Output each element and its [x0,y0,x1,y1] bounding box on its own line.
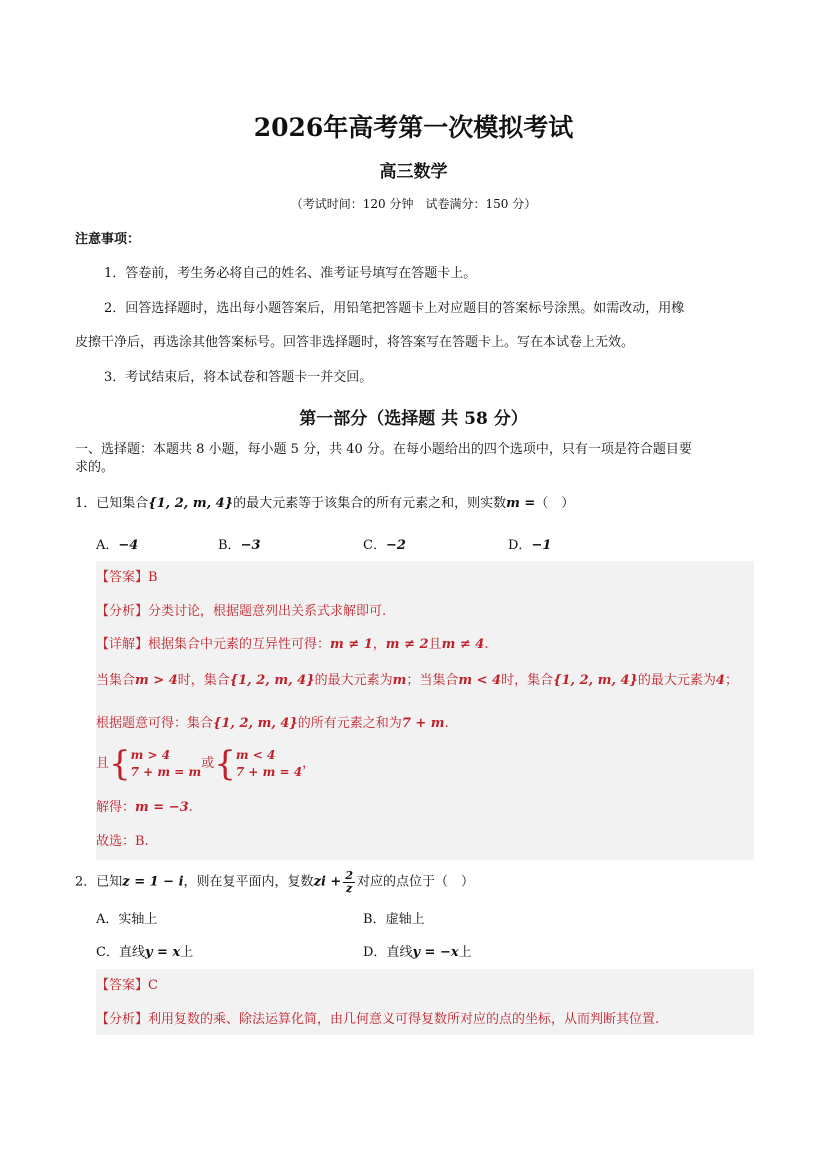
q1-choose-line: 故选：B. [96,834,149,849]
q1-set: {1, 2, m, 4} [148,496,234,511]
exam-time-info: （考试时间：120 分钟 试卷满分：150 分） [290,197,537,211]
q2-option-b[interactable]: B．虚轴上 [363,912,425,927]
q1-option-b[interactable]: B．−3 [218,538,261,553]
q1-middle: 的最大元素等于该集合的所有元素之和，则实数 [233,496,507,511]
q1-var: m = [506,496,536,511]
question-1-stem [75,495,574,513]
section-intro-line2: 求的。 [75,460,115,475]
q1-answer-line: 【答案】B [96,570,158,585]
notice-item-2-line1: 2．回答选择题时，选出每小题答案后，用铅笔把答题卡上对应题目的答案标号涂黑。如需改动，用橡 [104,301,685,316]
page-title: 2026年高考第一次模拟考试 [253,113,574,142]
q1-option-d[interactable]: D．−1 [508,538,552,553]
q1-detail-line: 【详解】根据集合中元素的互异性可得：m ≠ 1，m ≠ 2且m ≠ 4. [96,637,489,652]
notice-heading: 注意事项： [75,232,141,247]
question-2-stem: 2．已知z = 1 − i，则在复平面内，复数zi + $\frac{2}{z}$ 对应的点位于（ ） [75,869,474,895]
q1-system-line: 且{ m > 4 7 + m = m 或{ m < 4 7 + m = 4 ， [96,744,316,784]
section-intro-line1: 一、选择题：本题共 8 小题，每小题 5 分，共 40 分。在每小题给出的四个选项中，只有一项是符合题目要 [75,442,692,457]
q1-option-a[interactable]: A．−4 [96,538,139,553]
q1-answer-box [96,561,754,860]
q1-analysis-line: 【分析】分类讨论，根据题意列出关系式求解即可. [96,604,387,619]
q1-case-line: 当集合m > 4时，集合{1, 2, m, 4}的最大元素为m；当集合m < 4时，集合{1, 2, m, 4}的最大元素为4； [96,673,738,688]
q1-solve-line: 解得：m = −3. [96,800,193,815]
q2-answer-box [96,969,754,1035]
q2-answer-line: 【答案】C [96,978,158,993]
q1-prefix: 1．已知集合 [75,496,149,511]
q2-fraction: $\frac{2}{z}$ [345,869,353,895]
page-subtitle: 高三数学 [379,162,448,182]
q2-option-c[interactable]: C．直线y = x上 [96,945,194,960]
notice-item-3: 3．考试结束后，将本试卷和答题卡一并交回。 [104,370,373,385]
q2-option-d[interactable]: D．直线y = −x上 [363,945,472,960]
q1-sum-line: 根据题意可得：集合{1, 2, m, 4}的所有元素之和为7 + m. [96,716,449,731]
section-title: 第一部分（选择题 共 58 分） [299,409,528,429]
notice-item-1: 1．答卷前，考生务必将自己的姓名、准考证号填写在答题卡上。 [104,266,477,281]
notice-item-2-line2: 皮擦干净后，再选涂其他答案标号。回答非选择题时，将答案写在答题卡上。写在本试卷上无效。 [75,335,635,350]
q2-analysis-line: 【分析】利用复数的乘、除法运算化简，由几何意义可得复数所对应的点的坐标，从而判断其位置. [96,1012,660,1027]
q1-option-c[interactable]: C．−2 [363,538,406,553]
q1-suffix: （ ） [535,496,575,511]
q2-option-a[interactable]: A．实轴上 [96,912,158,927]
